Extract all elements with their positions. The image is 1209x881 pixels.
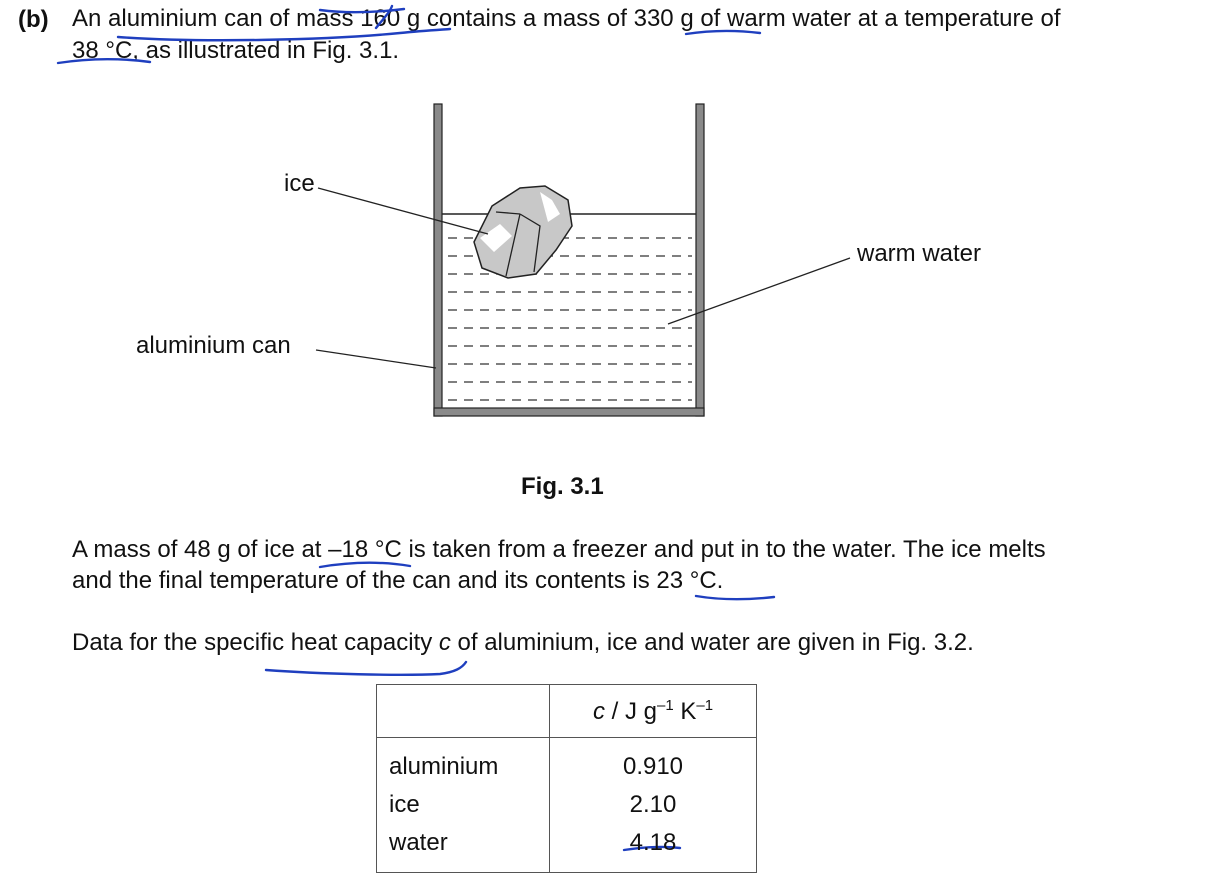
paragraph-2-line-1: A mass of 48 g of ice at –18 °C is taken from a freezer and put in to the water. The ice melts: [72, 536, 1046, 563]
paragraph-2-line-2: and the final temperature of the can and its contents is 23 °C.: [72, 567, 724, 594]
warm-water-label: warm water: [857, 240, 982, 267]
water-leader-line: [668, 258, 850, 324]
question-line-2: 38 °C, as illustrated in Fig. 3.1.: [72, 37, 400, 64]
can-leader-line: [316, 350, 436, 368]
table-header-blank: [377, 685, 550, 738]
c-value: 0.910: [622, 753, 684, 780]
paragraph-3-pre: Data for the specific heat capacity: [72, 629, 439, 656]
question-label: (b): [18, 6, 49, 33]
material-column: [377, 738, 550, 873]
aluminium-can-label: aluminium can: [136, 332, 291, 359]
question-line-1: An aluminium can of mass 160 g contains a mass of 330 g of warm water at a temperature of: [72, 5, 1061, 32]
ice-leader-line: [318, 188, 488, 234]
c-value: 4.18: [629, 829, 677, 856]
figure-3-1-caption: Fig. 3.1: [521, 473, 604, 500]
c-value: 2.10: [629, 791, 677, 818]
paragraph-3: [72, 628, 974, 658]
paragraph-3-post: of aluminium, ice and water are given in Fig. 3.2.: [450, 629, 974, 656]
aluminium-can: [434, 104, 704, 416]
paragraph-3-variable: c: [438, 629, 451, 656]
ice-label: ice: [284, 170, 315, 197]
c-value-column: [550, 738, 757, 873]
specific-heat-table: [376, 684, 757, 873]
ice-cube: [474, 186, 572, 278]
material-name: ice: [389, 791, 420, 818]
table-header-unit: c / J $g^{-1}$ $K^{-1}$: [550, 685, 757, 738]
material-name: water: [389, 829, 448, 856]
material-name: aluminium: [389, 753, 499, 780]
